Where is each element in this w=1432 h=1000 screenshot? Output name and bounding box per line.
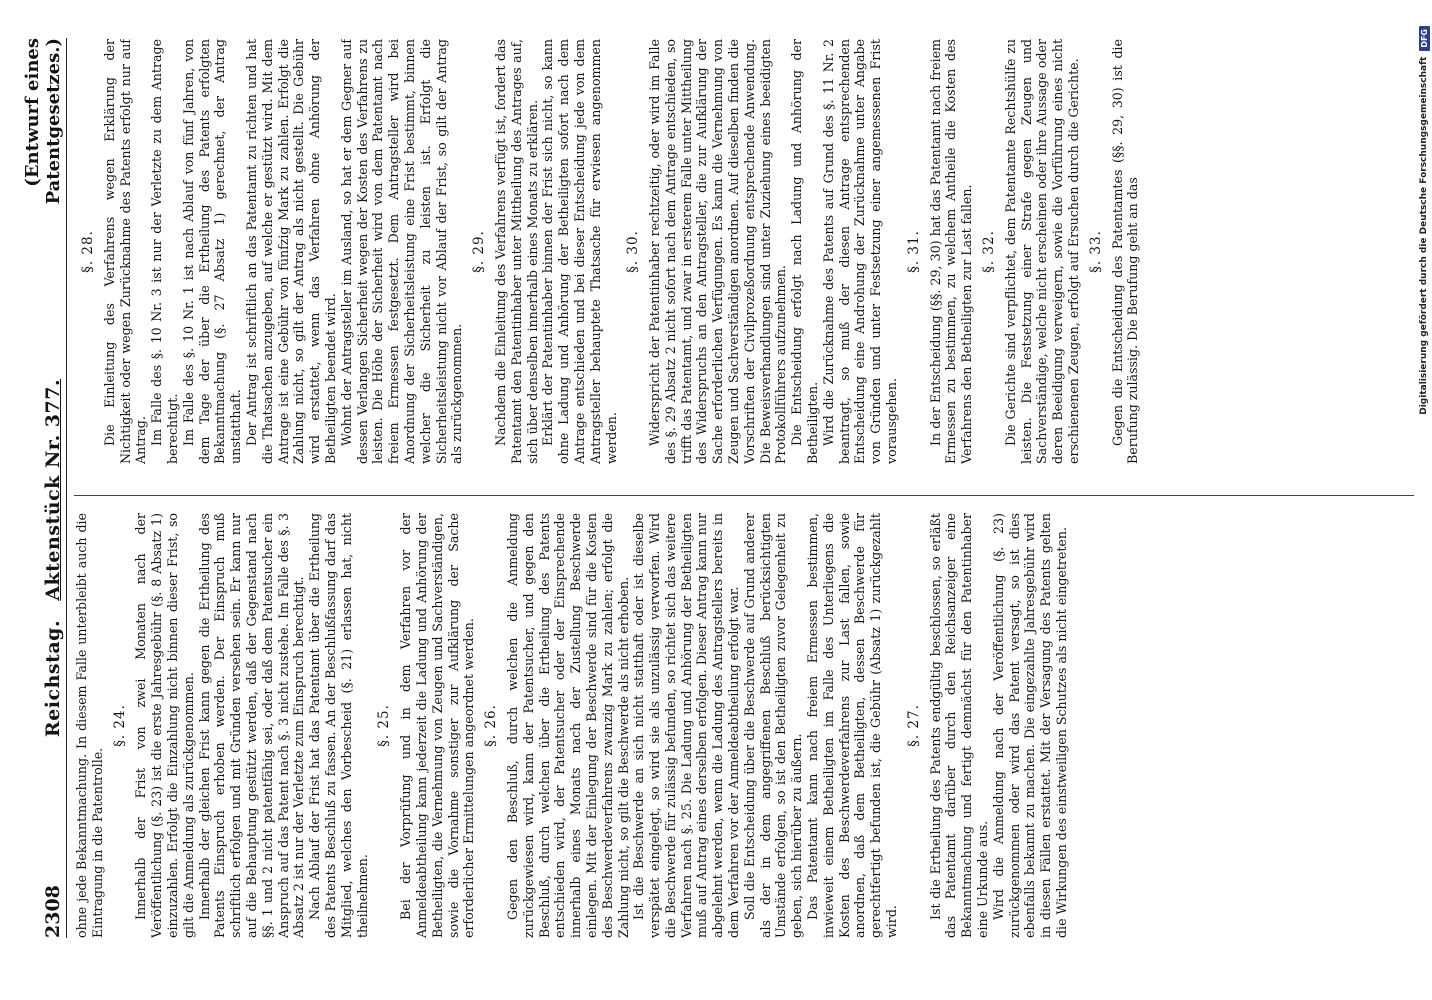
paragraph: Bei der Vorprüfung und in dem Verfahren vor der Anmeldeabtheilung kann jederzeit die Ladung und Anhörung der Betheiligten, die Vernehmung von Zeugen und Sachverständigen, sowie die Vornahme sonstiger zur Aufklärung der Sache erforderlicher Ermittelungen angeordnet werden. [398,513,477,938]
paragraph: Die Einleitung des Verfahrens wegen Erklärung der Nichtigkeit oder wegen Zurücknahme des Patents erfolgt nur auf Antrag. [101,39,149,464]
paragraph: Nachdem die Einleitung des Verfahrens verfügt ist, fordert das Patentamt den Patentinhaber unter Mittheilung des Antrages auf, sich über denselben innerhalb eines Monats zu erklären. [492,39,540,464]
paragraph: Der Antrag ist schriftlich an das Patentamt zu richten und hat die Thatsachen anzugeben, auf welche er gestützt wird. Mit dem Antrage ist eine Gebühr von fünfzig Mark zu zahlen. Erfolgt die Zahlung nicht, so gilt der Antrag als nicht gestellt. Die Gebühr wird erstattet, wenn das Verfahren ohne Anhörung der Betheiligten beendet wird. [243,39,338,464]
paragraph: Die Entscheidung erfolgt nach Ladung und Anhörung der Betheiligten. [789,39,821,464]
right-column [74,39,1419,464]
section-heading: §. 32. [981,230,998,273]
paragraph: Wohnt der Antragsteller im Ausland, so hat er dem Gegner auf dessen Verlangen Sicherheit wegen der Kosten des Verfahrens zu leisten. Die Höhe der Sicherheit wird von dem Patentamt nach freiem Ermessen festgesetzt. Dem Antragsteller wird bei Anordnung der Sicherheitsleistung eine Frist bestimmt, binnen welcher die Sicherheit zu leisten ist. Erfolgt die Sicherheitsleistung nicht vor Ablauf der Frist, so gilt der Antrag als zurückgenommen. [338,39,465,464]
running-header [22,38,67,938]
paragraph: Das Patentamt kann nach freiem Ermessen bestimmen, inwieweit einem Betheiligten im Falle des Unterliegens die Kosten des Beschwerdeverfahrens zur Last fallen, sowie anordnen, daß dem Betheiligten, dessen Beschwerde für gerechtfertigt befunden ist, die Gebühr (Absatz 1) zurückgezahlt wird. [805,513,900,938]
header-issue: Aktenstück Nr. 377. [42,378,64,601]
section-heading: §. 27. [905,704,922,747]
header-title [42,268,64,848]
paragraph: In der Entscheidung (§§. 29, 30) hat das Patentamt nach freiem Ermessen zu bestimmen, zu welchem Antheile die Kosten des Verfahrens den Betheiligten zur Last fallen. [927,39,975,464]
dfg-logo: DFG [1419,26,1430,51]
paragraph: Soll die Entscheidung über die Beschwerde auf Grund anderer als der in dem angegriffenen Beschluß berücksichtigten Umstände erfolgen, so ist den Betheiligten zuvor Gelegenheit zu geben, sich hierüber zu äußern. [741,513,805,938]
paragraph: Ist die Ertheilung des Patents endgültig beschlossen, so erläßt das Patentamt darüber durch den Reichsanzeiger eine Bekanntmachung und fertigt demnächst für den Patentinhaber eine Urkunde aus. [927,513,991,938]
paragraph: Innerhalb der gleichen Frist kann gegen die Ertheilung des Patents Einspruch erhoben werden. Der Einspruch muß schriftlich erfolgen und mit Gründen versehen sein. Er kann nur auf die Behauptung gestützt werden, daß der Gegenstand nach §§. 1 und 2 nicht patentfähig sei, oder daß dem Patentsucher ein Anspruch auf das Patent nach §. 3 nicht zustehe. Im Falle des §. 3 Absatz 2 ist nur der Verletzte zum Einspruch berechtigt. [196,513,307,938]
paragraph: Widerspricht der Patentinhaber rechtzeitig, oder wird im Falle des §. 29 Absatz 2 nicht sofort nach dem Antrage entschieden, so trifft das Patentamt, und zwar in ersterem Falle unter Mittheilung des Widerspruchs an den Antragsteller, die zur Aufklärung der Sache erforderlichen Verfügungen. Es kann die Vernehmung von Zeugen und Sachverständigen anordnen. Auf dieselben finden die Vorschriften der Civilprozeßordnung entsprechende Anwendung. Die Beweisverhandlungen sind unter Zuziehung eines beeidigten Protokollführers aufzunehmen. [647,39,789,464]
page-number: 2308 [42,885,64,938]
section-heading: §. 24. [111,704,128,747]
paragraph: ohne jede Bekanntmachung. In diesem Falle unterbleibt auch die Eintragung in die Patentrolle. [74,513,105,938]
section-heading: §. 28. [80,230,96,273]
paragraph: Gegen die Entscheidung des Patentamtes (§§. 29, 30) ist die Berufung zulässig. Die Berufung geht an das [1109,39,1141,464]
digitization-stamp [1418,26,1430,986]
paragraph: Ist die Beschwerde an sich nicht statthaft oder ist dieselbe verspätet eingelegt, so wird sie als unzulässig verworfen. Wird die Beschwerde für zulässig befunden, so richtet sich das weitere Verfahren nach §. 25. Die Ladung und Anhörung der Betheiligten muß auf Antrag eines derselben erfolgen. Dieser Antrag kann nur abgelehnt werden, wenn die Ladung des Antragstellers bereits in dem Verfahren vor der Anmeldeabtheilung erfolgt war. [631,513,742,938]
paragraph: Die Gerichte sind verpflichtet, dem Patentamte Rechtshülfe zu leisten. Die Festsetzung einer Strafe gegen Zeugen und Sachverständige, welche nicht erscheinen oder ihre Aussage oder deren Beeidigung verweigern, sowie die Vorführung eines nicht erschienenen Zeugen, erfolgt auf Ersuchen durch die Gerichte. [1002,39,1082,464]
header-left-title: Reichstag. [42,619,64,738]
column-divider [74,495,1414,496]
section-heading: §. 33. [1087,230,1104,273]
paragraph: Wird die Anmeldung nach der Veröffentlichung (§. 23) zurückgenommen oder wird das Patent versagt, so ist dies ebenfalls bekannt zu machen. Die eingezahlte Jahresgebühr wird in diesen Fällen erstattet. Mit der Versagung des Patents gelten die Wirkungen des einstweiligen Schutzes als nicht eingetreten. [990,513,1070,938]
paragraph: Nach Ablauf der Frist hat das Patentamt über die Ertheilung des Patents Beschluß zu fassen. An der Beschlußfassung darf das Mitglied, welches den Vorbescheid (§. 21) erlassen hat, nicht theilnehmen. [307,513,370,938]
paragraph: Wird die Zurücknahme des Patents auf Grund des §. 11 Nr. 2 beantragt, so muß der diesen Antrage entsprechenden Entscheidung eine Androhung der Zurücknahme unter Angabe von Gründen und unter Festsetzung einer angemessenen Frist vorausgehen. [820,39,900,464]
header-right-title: (Entwurf eines Patentgesetzes.) [22,38,64,205]
paragraph: Gegen den Beschluß, durch welchen die Anmeldung zurückgewiesen wird, kann der Patentsucher, und gegen den Beschluß, durch welchen über die Ertheilung des Patents entschieden wird, der Patentsucher oder der Einsprechende innerhalb eines Monats nach der Zustellung Beschwerde einlegen. Mit der Einlegung der Beschwerde sind für die Kosten des Beschwerdeverfahrens zwanzig Mark zu zahlen; erfolgt die Zahlung nicht, so gilt die Beschwerde als nicht erhoben. [504,513,631,938]
paragraph: Im Falle des §. 10 Nr. 3 ist nur der Verletzte zu dem Antrage berechtigt. [149,39,180,464]
paragraph: Erklärt der Patentinhaber binnen der Frist sich nicht, so kann ohne Ladung und Anhörung der Betheiligten sofort nach dem Antrage entschieden und bei dieser Entscheidung jede von dem Antragsteller behauptete Thatsache für erwiesen angenommen werden. [540,39,619,464]
section-heading: §. 30. [625,230,642,273]
section-heading: §. 29. [471,230,488,273]
paragraph: Im Falle des §. 10 Nr. 1 ist nach Ablauf von fünf Jahren, von dem Tage der über die Ertheilung des Patents erfolgten Bekanntmachung (§. 27 Absatz 1) gerechnet, der Antrag unstatthaft. [180,39,244,464]
section-heading: §. 31. [905,230,922,273]
left-column [74,513,1419,938]
section-heading: §. 25. [376,704,393,747]
paragraph: Innerhalb der Frist von zwei Monaten nach der Veröffentlichung (§. 23) ist die erste Jahresgebühr (§. 8 Absatz 1) einzuzahlen. Erfolgt die Einzahlung nicht binnen dieser Frist, so gilt die Anmeldung als zurückgenommen. [133,513,196,938]
digitization-note: Digitalisierung gefördert durch die Deutsche Forschungsgemeinschaft [1419,56,1429,415]
section-heading: §. 26. [483,704,500,747]
